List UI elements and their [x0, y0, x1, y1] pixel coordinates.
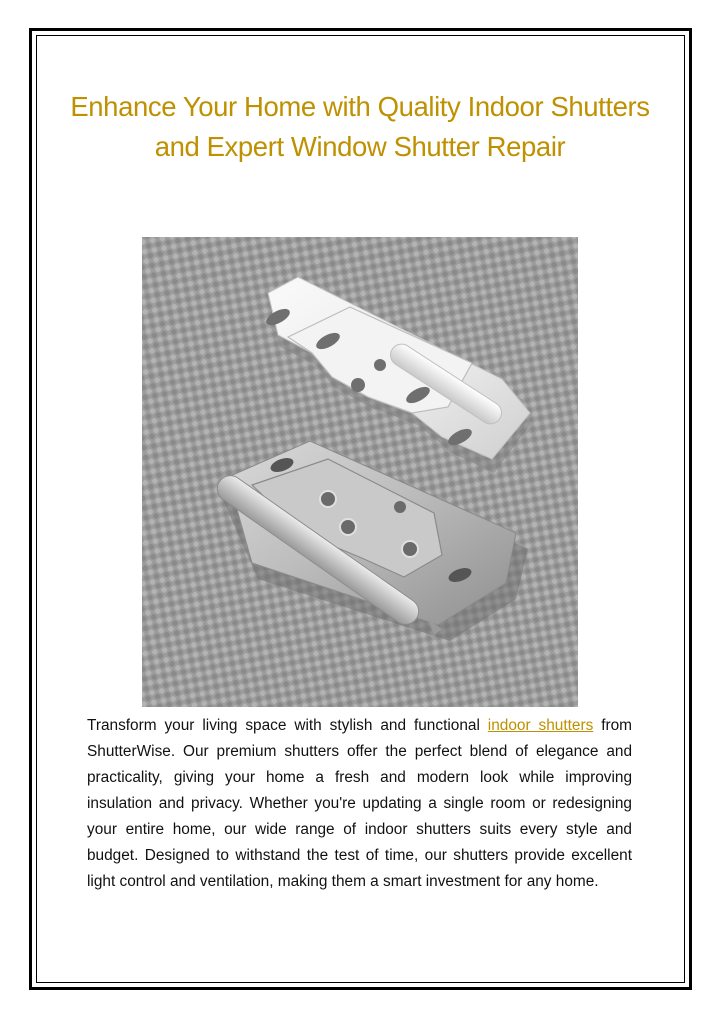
indoor-shutters-link[interactable]: indoor shutters — [487, 717, 594, 734]
body-text-rest: from ShutterWise. Our premium shutters offer the perfect blend of elegance and practicality, giving your home a fresh and modern look while improving insulation and privacy. Whether you're updating a single room or redesigning your entire home, our wide range of indoor shutters suits every style and budget. Designed to withstand the test of time, our shutters provide excellent light control and ventilation, making them a smart investment for any home. — [87, 717, 632, 890]
hinge-photo-graphic — [142, 237, 578, 707]
body-text-intro: Transform your living space with stylish and functional — [87, 717, 488, 734]
hinge-photo — [142, 237, 578, 707]
page-title: Enhance Your Home with Quality Indoor Shutters and Expert Window Shutter Repair — [70, 91, 650, 162]
body-paragraph — [87, 713, 632, 895]
